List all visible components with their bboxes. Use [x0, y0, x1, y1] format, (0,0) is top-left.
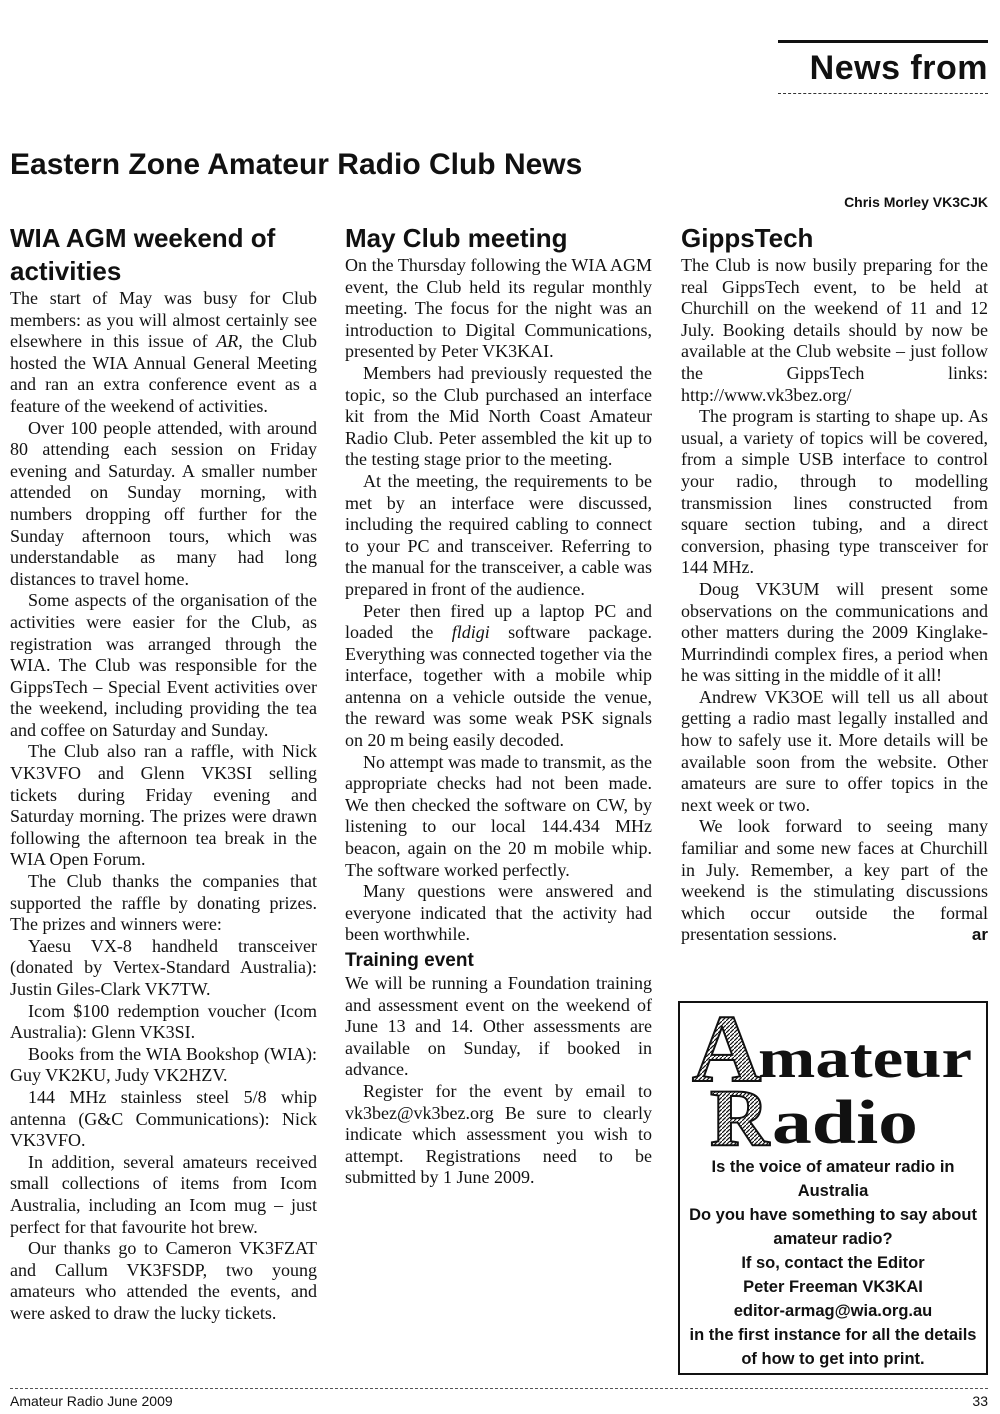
- column-2: [345, 222, 652, 1189]
- paragraph: We will be running a Foundation training and assessment event on the weekend of June 13 and 14. Other assessments are available on Sunday, if booked in advance.: [345, 973, 652, 1080]
- column-1: [10, 222, 317, 1325]
- ar-italic: AR: [216, 331, 239, 352]
- paragraph: Andrew VK3OE will tell us all about getting a radio mast legally installed and how to safely use it. More details will be available soon from the website. Other amateurs are sure to offer topics in the next week or two.: [681, 686, 988, 815]
- amateur-radio-logo: [686, 1009, 980, 1153]
- paragraph: The Club thanks the companies that supported the raffle by donating prizes. The prizes and winners were:: [10, 871, 317, 935]
- footer-publication: Amateur Radio June 2009: [10, 1393, 173, 1409]
- section-title: News from: [809, 49, 988, 87]
- heading-may-club-meeting: May Club meeting: [345, 223, 568, 253]
- paragraph: At the meeting, the requirements to be met by an interface were discussed, including the required cabling to connect to your PC and transceiver. Referring to the manual for the transceiver, a cable was prepared in front of the audience.: [345, 470, 652, 599]
- paragraph: Members had previously requested the topic, so the Club purchased an interface kit from the Mid North Coast Amateur Radio Club. Peter assembled the kit up to the testing stage prior to the meeting.: [345, 362, 652, 470]
- section-header: [778, 40, 988, 94]
- amateur-radio-ad: [678, 1001, 988, 1375]
- fldigi-italic: fldigi: [451, 622, 490, 643]
- article-title: Eastern Zone Amateur Radio Club News: [10, 148, 583, 181]
- paragraph: Some aspects of the organisation of the activities were easier for the Club, as registration was arranged through the WIA. The Club was responsible for the GippsTech – Special Event activities over the weekend, including providing the tea and coffee on Saturday and Sunday.: [10, 590, 317, 740]
- paragraph: Register for the event by email to vk3bez@vk3bez.org Be sure to clearly indicate which assessment you wish to attempt. Registrations need to be submitted by 1 June 2009.: [345, 1080, 652, 1188]
- paragraph: We look forward to seeing many familiar and some new faces at Churchill in July. Remember, a key part of the weekend is the stimulating discussions which occur outside the formal presentation sessions. ar: [681, 816, 988, 945]
- logo-word-amateur: mateur: [758, 1028, 972, 1090]
- ad-line: If so, contact the Editor: [741, 1254, 925, 1272]
- ad-line: Do you have something to say about amateur radio?: [689, 1206, 977, 1248]
- heading-wia-agm: WIA AGM weekend of activities: [10, 223, 276, 286]
- subheading-training-event: Training event: [345, 950, 474, 971]
- byline: Chris Morley VK3CJK: [844, 194, 988, 210]
- paragraph: The Club is now busily preparing for the real GippsTech event, to be held at Churchill on the weekend of 11 and 12 July. Booking details should by now be available at the Club website – just follow the GippsTech links: http://www.vk3bez.org/: [681, 255, 988, 405]
- ad-email: editor-armag@wia.org.au: [733, 1302, 933, 1320]
- heading-gippstech: GippsTech: [681, 223, 814, 253]
- paragraph: 144 MHz stainless steel 5/8 whip antenna (G&C Communications): Nick VK3VFO.: [10, 1086, 317, 1151]
- paragraph: The Club also ran a raffle, with Nick VK3VFO and Glenn VK3SI selling tickets during Friday evening and Saturday morning. The prizes were drawn following the afternoon tea break in the WIA Open Forum.: [10, 741, 317, 870]
- ad-text: [680, 1155, 986, 1371]
- column-3: [681, 222, 988, 946]
- paragraph: Over 100 people attended, with around 80 attending each session on Friday evening and Saturday. A smaller number attended on Sunday morning, with numbers dropping off further for the Sunday afternoon tours, which was understandable as many had long distances to travel home.: [10, 417, 317, 589]
- paragraph: Books from the WIA Bookshop (WIA): Guy VK2KU, Judy VK2HZV.: [10, 1043, 317, 1086]
- logo-word-radio: adio: [772, 1089, 918, 1153]
- paragraph: Yaesu VX-8 handheld transceiver (donated by Vertex-Standard Australia): Justin Giles-Clark VK7TW.: [10, 935, 317, 999]
- ad-line: Is the voice of amateur radio in Australia: [711, 1158, 955, 1200]
- paragraph: On the Thursday following the WIA AGM event, the Club held its regular monthly meeting. The focus for the night was an introduction to Digital Communications, presented by Peter VK3KAI.: [345, 255, 652, 362]
- paragraph: In addition, several amateurs received small collections of items from Icom Australia, including an Icom mug – just perfect for that favourite hot brew.: [10, 1151, 317, 1237]
- header-rule-bottom: [778, 93, 988, 94]
- paragraph: Peter then fired up a laptop PC and loaded the fldigi software package. Everything was connected together via the interface, together with a mobile whip antenna on a vehicle outside the venue, the reward was some weak PSK signals on 20 m being easily decoded.: [345, 600, 652, 751]
- ad-line: in the first instance for all the details of how to get into print.: [689, 1326, 977, 1368]
- end-mark: ar: [971, 925, 988, 945]
- page-footer: [10, 1388, 988, 1409]
- paragraph: Doug VK3UM will present some observations on the communications and other matters during the 2009 Kinglake-Murrindindi complex fires, a period when he was sitting in the middle of it all!: [681, 578, 988, 686]
- paragraph: Many questions were answered and everyone indicated that the activity had been worthwhile.: [345, 881, 652, 945]
- paragraph: Icom $100 redemption voucher (Icom Australia): Glenn VK3SI.: [10, 1000, 317, 1043]
- paragraph: The program is starting to shape up. As usual, a variety of topics will be covered, from a simple USB interface to control your radio, through to modelling transmission lines constructed from square section tubing, and a direct conversion, phasing type transceiver for 144 MHz.: [681, 406, 988, 578]
- page-number: 33: [972, 1393, 988, 1409]
- paragraph: Our thanks go to Cameron VK3FZAT and Callum VK3FSDP, two young amateurs who attended the events, and were asked to draw the lucky tickets.: [10, 1238, 317, 1323]
- logo-initial-r: R: [710, 1072, 770, 1153]
- paragraph: The start of May was busy for Club members: as you will almost certainly see elsewhere in this issue of AR, the Club hosted the WIA Annual General Meeting and ran an extra conference event as a feature of the weekend of activities.: [10, 288, 317, 416]
- paragraph: No attempt was made to transmit, as the appropriate checks had not been made. We then checked the software on CW, by listening to our local 144.434 MHz beacon, again on the 20 m mobile whip. The software worked perfectly.: [345, 751, 652, 880]
- ad-line: Peter Freeman VK3KAI: [743, 1278, 923, 1296]
- logo-initial-a: A: [692, 1009, 762, 1102]
